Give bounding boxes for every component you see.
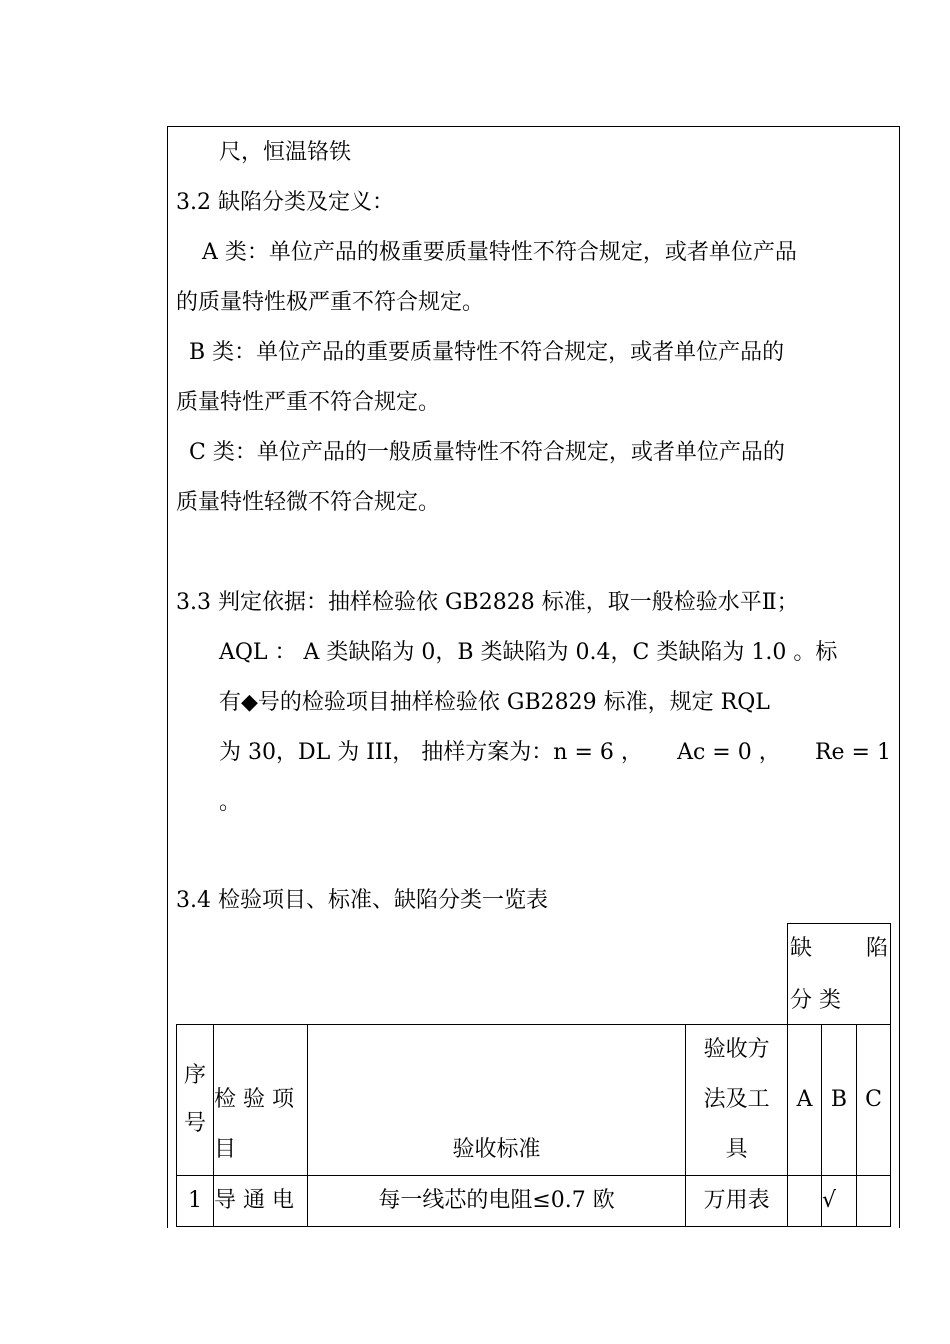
row-class-b: √ <box>822 1176 857 1227</box>
class-c-definition: C 类：单位产品的一般质量特性不符合规定，或者单位产品的 <box>189 440 785 465</box>
header-class-b: B <box>822 1025 857 1176</box>
row-standard: 每一线芯的电阻≤0.7 欧 <box>307 1176 685 1227</box>
header-class-c: C <box>856 1025 890 1176</box>
table-row <box>177 1176 891 1227</box>
row-method: 万用表 <box>686 1176 788 1227</box>
gb2829-line: 有◆号的检验项目抽样检验依 GB2829 标准，规定 RQL <box>219 690 770 715</box>
defect-class-header <box>787 923 891 1024</box>
section-3-4-heading: 3.4 检验项目、标准、缺陷分类一览表 <box>176 888 548 913</box>
inspection-table <box>176 1024 891 1227</box>
defect-header-line-2: 分 类 <box>790 988 841 1013</box>
header-item: 检 验 项 目 <box>213 1025 307 1176</box>
sampling-plan-re: Re = 1 <box>814 740 891 765</box>
table-header-row <box>177 1025 891 1176</box>
header-seq: 序 号 <box>177 1025 214 1176</box>
row-class-c <box>856 1176 890 1227</box>
sampling-plan-n: 为 30，DL 为 III， 抽样方案为：n = 6 ， <box>219 740 643 765</box>
class-b-definition: B 类：单位产品的重要质量特性不符合规定，或者单位产品的 <box>189 340 785 365</box>
sampling-plan-line <box>219 738 891 768</box>
class-b-definition-cont: 质量特性严重不符合规定。 <box>176 390 441 415</box>
sampling-plan-ac: Ac = 0 ， <box>677 740 781 765</box>
class-a-definition: A 类：单位产品的极重要质量特性不符合规定，或者单位产品 <box>202 240 797 265</box>
section-3-2-heading: 3.2 缺陷分类及定义： <box>176 190 394 215</box>
sampling-plan-period: 。 <box>219 790 242 815</box>
defect-header-char-1: 缺 <box>790 936 813 961</box>
header-class-a: A <box>788 1025 822 1176</box>
section-3-3-heading: 3.3 判定依据：抽样检验依 GB2828 标准，取一般检验水平Ⅱ； <box>176 590 799 615</box>
header-standard: 验收标准 <box>307 1025 685 1176</box>
row-item: 导 通 电 <box>213 1176 307 1227</box>
header-method: 验收方 法及工 具 <box>686 1025 788 1176</box>
text-line-1: 尺，恒温铬铁 <box>219 140 352 165</box>
row-seq: 1 <box>177 1176 214 1227</box>
class-c-definition-cont: 质量特性轻微不符合规定。 <box>176 490 441 515</box>
row-class-a <box>788 1176 822 1227</box>
aql-line: AQL ： A 类缺陷为 0，B 类缺陷为 0.4，C 类缺陷为 1.0 。标 <box>219 640 838 665</box>
class-a-definition-cont: 的质量特性极严重不符合规定。 <box>176 290 485 315</box>
defect-header-char-2: 陷 <box>865 936 888 961</box>
